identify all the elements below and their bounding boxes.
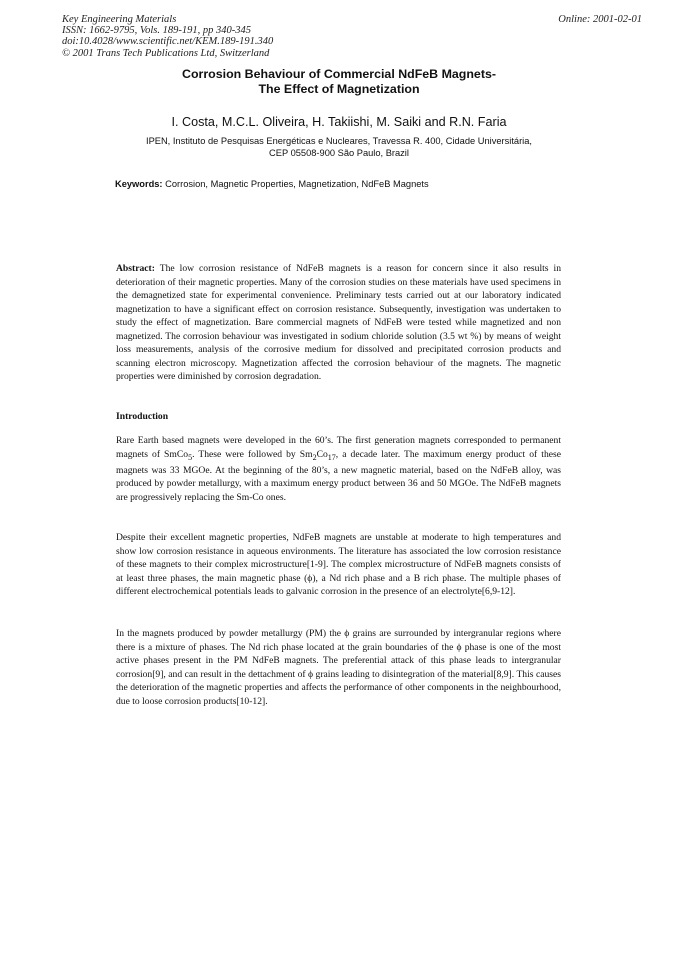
section-heading-introduction: Introduction bbox=[116, 411, 169, 422]
title-line-1: Corrosion Behaviour of Commercial NdFeB Magnets- bbox=[182, 67, 496, 81]
abstract-label: Abstract: bbox=[116, 263, 155, 274]
p1-text-c: Co bbox=[316, 448, 328, 460]
p1-text-d: , a decade later. The maximum energy product of these magnets was 33 MGOe. At the beginning of the 80’s, a new magnetic material, based on the NdFeB alloy, was produced by powder metallurgy, with a maximum energy product between 36 and 50 MGOe. The NdFeB magnets are progressively replacing the Sm-Co ones. bbox=[116, 448, 561, 503]
affiliation bbox=[100, 135, 578, 159]
p1-subscript-2: 2 bbox=[312, 452, 317, 462]
affiliation-line-1: IPEN, Instituto de Pesquisas Energéticas e Nucleares, Travessa R. 400, Cidade Universitária, bbox=[145, 136, 532, 146]
title-line-2: The Effect of Magnetization bbox=[258, 81, 420, 96]
online-date: Online: 2001-02-01 bbox=[558, 14, 642, 25]
p1-subscript-1: 5 bbox=[188, 452, 193, 462]
paper-title bbox=[100, 67, 578, 96]
issn-line: ISSN: 1662-9795, Vols. 189-191, pp 340-345 bbox=[62, 25, 251, 37]
abstract bbox=[116, 262, 561, 384]
p1-subscript-3: 17 bbox=[327, 452, 336, 462]
keywords-text: Corrosion, Magnetic Properties, Magnetization, NdFeB Magnets bbox=[165, 179, 429, 189]
intro-paragraph-3: In the magnets produced by powder metallurgy (PM) the ϕ grains are surrounded by intergranular regions where there is a mixture of phases. The Nd rich phase located at the grain boundaries of the ϕ phase is one of the most active phases present in the PM NdFeB magnets. The preferential attack of this phase leads to intergranular corrosion[9], and can result in the dettachment of ϕ grains leading to disintegration of the material[8,9]. This causes the deterioration of the magnetic properties and affects the performance of other components in the neighbourhood, due to loose corrosion products[10-12]. bbox=[116, 628, 561, 707]
author-list: I. Costa, M.C.L. Oliveira, H. Takiishi, M. Saiki and R.N. Faria bbox=[171, 115, 507, 129]
doi-line: doi:10.4028/www.scientific.net/KEM.189-191.340 bbox=[62, 36, 274, 48]
intro-paragraph-2: Despite their excellent magnetic properties, NdFeB magnets are unstable at moderate to high temperatures and show low corrosion resistance in aqueous environments. The literature has associated the low corrosion resistance of these magnets to their complex microstructure[1-9]. The complex microstructure of NdFeB magnets consists of at least three phases, the main magnetic phase (ϕ), a Nd rich phase and a B rich phase. The multiple phases of different electrochemical potentials leads to galvanic corrosion in the presence of an electrolyte[6,9-12]. bbox=[116, 532, 561, 597]
keywords bbox=[115, 179, 565, 189]
p1-text-b: . These were followed by Sm bbox=[192, 448, 313, 460]
publication-header bbox=[62, 14, 622, 59]
keywords-label: Keywords: bbox=[115, 179, 163, 189]
abstract-text: The low corrosion resistance of NdFeB magnets is a reason for concern since it also results in deterioration of their magnetic properties. Many of the corrosion studies on these materials have used specimens in the demagnetized state for experimental convenience. Preliminary tests carried out at our laboratory indicated magnetization to have a significant effect on corrosion resistance. Subsequently, investigation was undertaken to study the effect of magnetization. Bare commercial magnets of NdFeB were tested while magnetized and non magnetized. The corrosion behaviour was investigated in sodium chloride solution (3.5 wt %) by means of weight loss measurements, analysis of the corrosive medium for dissolved and precipitated corrosion products and scanning electron microscopy. Magnetization affected the corrosion behaviour of the magnets. The magnetic properties were diminished by corrosion degradation. bbox=[116, 263, 561, 382]
affiliation-line-2: CEP 05508-900 São Paulo, Brazil bbox=[269, 148, 409, 158]
journal-name: Key Engineering Materials bbox=[62, 14, 177, 25]
p1-text-a: Rare Earth based magnets were developed in the 60’s. The first generation magnets corresponded to permanent magnets of SmCo bbox=[116, 435, 561, 460]
copyright-line: © 2001 Trans Tech Publications Ltd, Switzerland bbox=[62, 47, 270, 59]
intro-paragraph-1 bbox=[116, 434, 561, 504]
